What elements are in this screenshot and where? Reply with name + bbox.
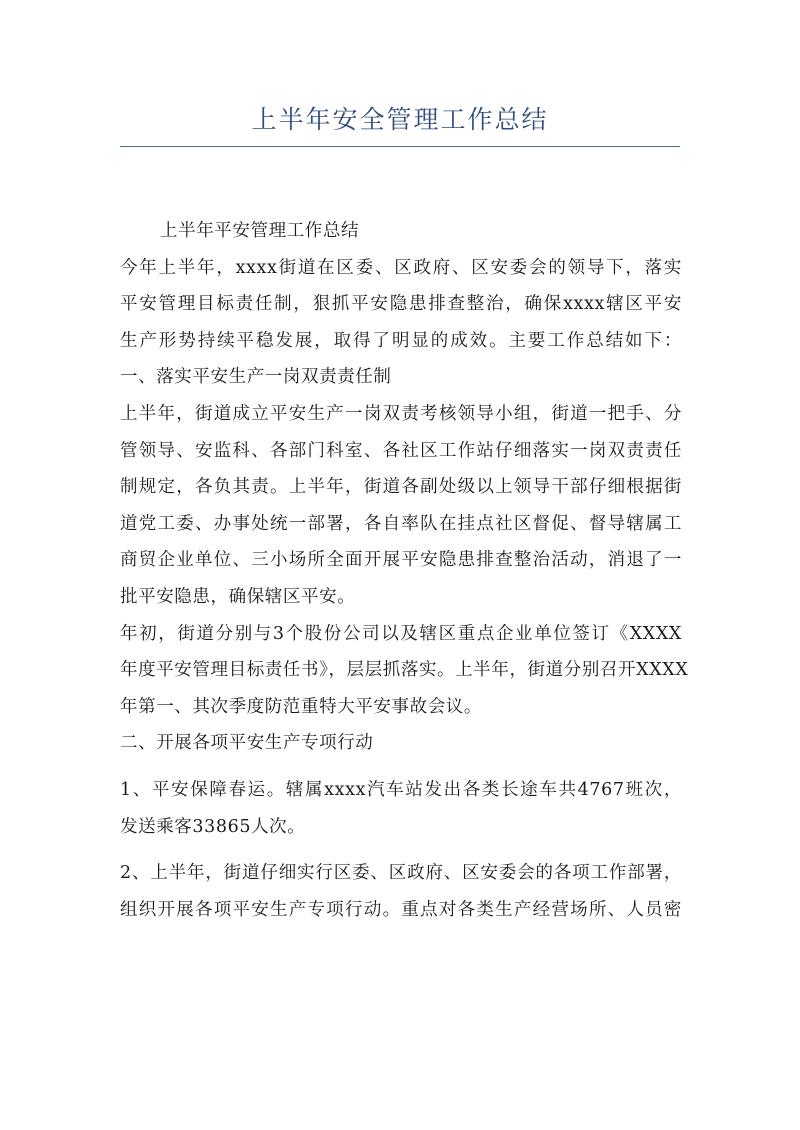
paragraph-line: 年第一、其次季度防范重特大平安事故会议。 xyxy=(120,696,482,717)
spacer xyxy=(120,762,682,772)
paragraph-line: 生产形势持续平稳发展，取得了明显的成效。主要工作总结如下： xyxy=(120,330,682,351)
title-underline xyxy=(120,146,680,147)
paragraph-line: 商贸企业单位、三小场所全面开展平安隐患排查整治活动，消退了一 xyxy=(120,550,682,571)
paragraph-line: 道党工委、办事处统一部署，各自率队在挂点社区督促、督导辖属工 xyxy=(120,513,682,534)
section-heading: 一、落实平安生产一岗双责责任制 xyxy=(120,367,392,388)
spacer xyxy=(120,845,682,855)
paragraph-line: 年初，街道分别与3个股份公司以及辖区重点企业单位签订《XXXX xyxy=(120,623,682,644)
paragraph-line: 2、上半年，街道仔细实行区委、区政府、区安委会的各项工作部署， xyxy=(120,863,682,884)
section-heading: 上半年平安管理工作总结 xyxy=(160,221,360,241)
paragraph-line: 今年上半年，xxxx街道在区委、区政府、区安委会的领导下，落实 xyxy=(120,257,682,278)
paragraph-line: 发送乘客33865人次。 xyxy=(120,816,306,837)
paragraph-line: 制规定，各负其责。上半年，街道各副处级以上领导干部仔细根据街 xyxy=(120,477,682,498)
paragraph-line: 组织开展各项平安生产专项行动。重点对各类生产经营场所、人员密 xyxy=(120,899,682,920)
paragraph-line: 批平安隐患，确保辖区平安。 xyxy=(120,586,356,607)
section-heading: 二、开展各项平安生产专项行动 xyxy=(120,733,374,754)
paragraph-line: 年度平安管理目标责任书》，层层抓落实。上半年，街道分别召开XXXX xyxy=(120,660,689,681)
document-title: 上半年安全管理工作总结 xyxy=(251,105,549,134)
paragraph-line: 上半年，街道成立平安生产一岗双责考核领导小组，街道一把手、分 xyxy=(120,403,682,424)
paragraph-line: 平安管理目标责任制，狠抓平安隐患排查整治，确保xxxx辖区平安 xyxy=(120,294,682,315)
paragraph-line: 管领导、安监科、各部门科室、各社区工作站仔细落实一岗双责责任 xyxy=(120,440,682,461)
document-body xyxy=(120,213,689,928)
paragraph-line: 1、平安保障春运。辖属xxxx汽车站发出各类长途车共4767班次， xyxy=(120,779,682,800)
